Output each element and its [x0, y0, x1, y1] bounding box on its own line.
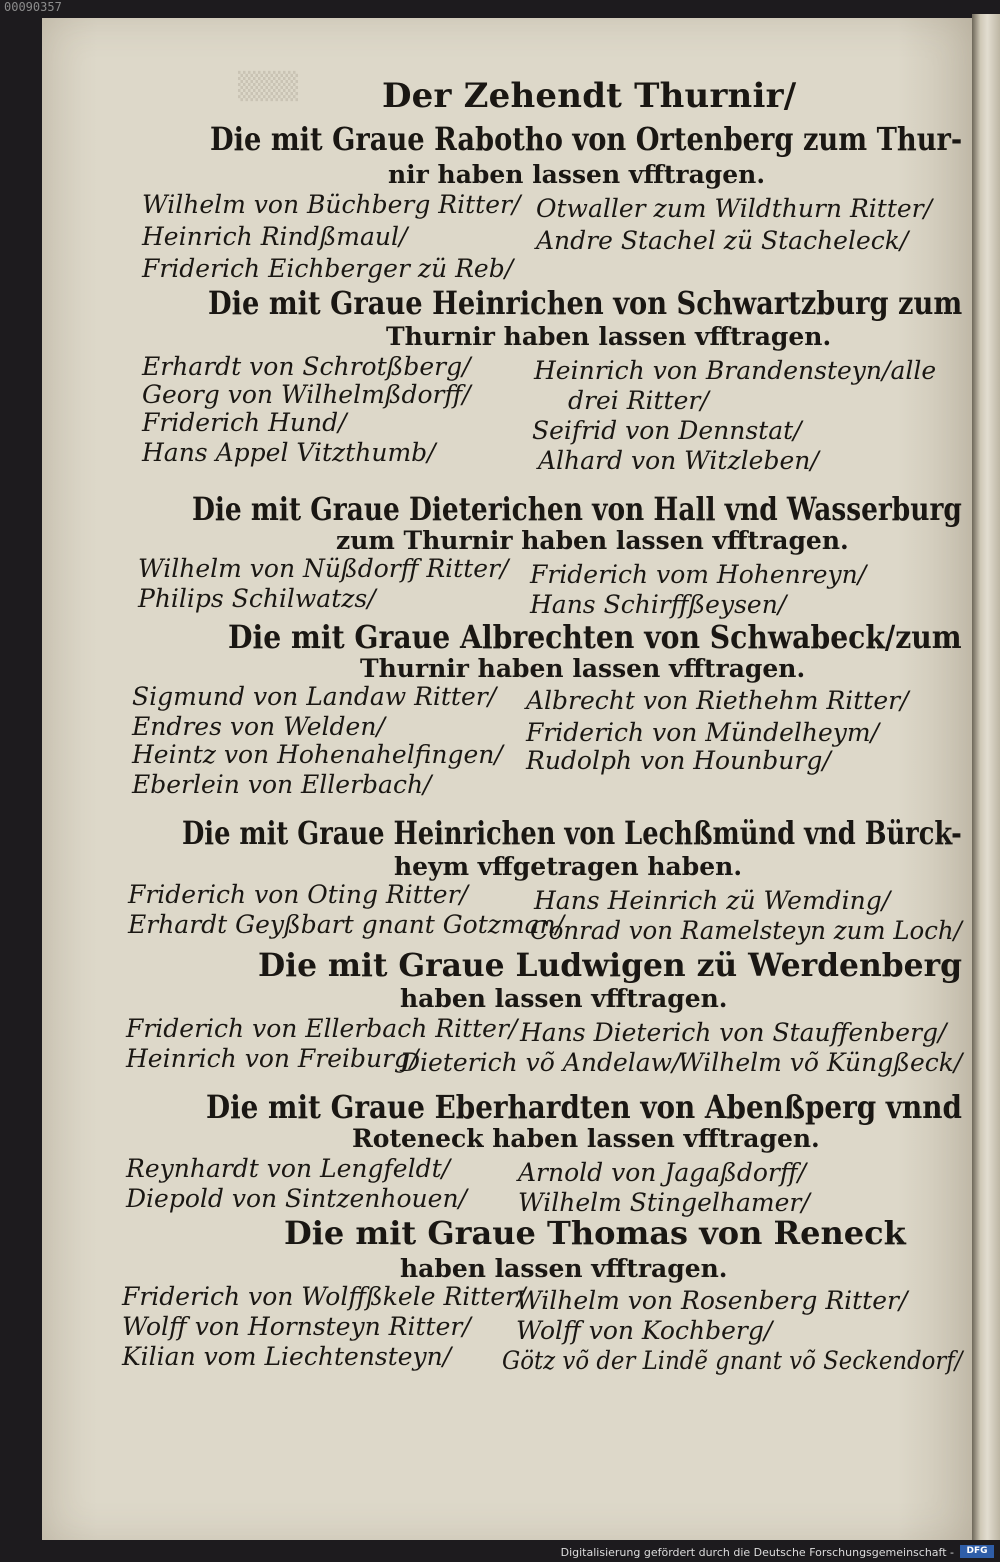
- document-page: [42, 18, 972, 1542]
- page-fore-edge: [972, 14, 1000, 1544]
- section-1-subtitle: nir haben lassen vfftragen.: [388, 160, 766, 189]
- entry: Hans Schirffßeysen/: [530, 590, 787, 619]
- running-head: Der Zehendt Thurnir/: [382, 76, 797, 116]
- dfg-logo: DFG: [960, 1545, 994, 1558]
- entry: Kilian vom Liechtensteyn/: [122, 1342, 452, 1371]
- section-2-subtitle: Thurnir haben lassen vfftragen.: [386, 322, 832, 351]
- entry: Eberlein von Ellerbach/: [132, 770, 432, 799]
- entry: Friderich von Oting Ritter/: [128, 880, 468, 909]
- section-2-title: Die mit Graue Heinrichen von Schwartzburg zum: [208, 284, 963, 322]
- section-6-title: Die mit Graue Ludwigen zü Werdenberg: [258, 946, 963, 984]
- section-8-title: Die mit Graue Thomas von Reneck: [284, 1214, 906, 1252]
- entry: Heinrich Rindßmaul/: [142, 222, 408, 251]
- entry: Friderich Eichberger zü Reb/: [142, 254, 514, 283]
- section-5-title: Die mit Graue Heinrichen von Lechßmünd vnd Bürck-: [182, 814, 962, 852]
- section-6-subtitle: haben lassen vfftragen.: [400, 984, 728, 1013]
- entry: Götz võ der Lindẽ gnant võ Seckendorf/: [502, 1346, 963, 1375]
- entry: Wilhelm võ Küngßeck/: [678, 1048, 963, 1077]
- entry: Friderich von Wolffßkele Ritter/: [122, 1282, 526, 1311]
- entry: Erhardt von Schrotßberg/: [142, 352, 471, 381]
- entry: Friderich von Mündelheym/: [526, 718, 880, 747]
- entry: Heinrich von Freiburg/: [126, 1044, 419, 1073]
- section-7-title: Die mit Graue Eberhardten von Abenßperg vnnd: [206, 1088, 962, 1126]
- section-4-subtitle: Thurnir haben lassen vfftragen.: [360, 654, 806, 683]
- section-7-subtitle: Roteneck haben lassen vfftragen.: [352, 1124, 820, 1153]
- entry: Wilhelm von Nüßdorff Ritter/: [138, 554, 509, 583]
- section-8-subtitle: haben lassen vfftragen.: [400, 1254, 728, 1283]
- entry: Alhard von Witzleben/: [538, 446, 819, 475]
- entry: Philips Schilwatzs/: [138, 584, 376, 613]
- section-5-subtitle: heym vffgetragen haben.: [394, 852, 743, 881]
- entry: Heinrich von Brandensteyn/alle: [534, 356, 937, 385]
- entry: Friderich von Ellerbach Ritter/: [126, 1014, 518, 1043]
- entry: Friderich Hund/: [142, 408, 347, 437]
- entry: Friderich vom Hohenreyn/: [530, 560, 867, 589]
- entry: Andre Stachel zü Stacheleck/: [536, 226, 909, 255]
- entry: Diepold von Sintzenhouen/: [126, 1184, 467, 1213]
- entry: Wilhelm Stingelhamer/: [518, 1188, 810, 1217]
- entry: Endres von Welden/: [132, 712, 385, 741]
- entry: Arnold von Jagaßdorff/: [518, 1158, 807, 1187]
- entry: Heintz von Hohenahelfingen/: [132, 740, 503, 769]
- section-3-subtitle: zum Thurnir haben lassen vfftragen.: [336, 526, 849, 555]
- entry: Albrecht von Riethehm Ritter/: [526, 686, 909, 715]
- funding-notice: Digitalisierung gefördert durch die Deutsche Forschungsgemeinschaft -: [560, 1546, 954, 1559]
- section-1-title: Die mit Graue Rabotho von Ortenberg zum Thur-: [210, 120, 963, 158]
- entry: Wolff von Kochberg/: [516, 1316, 773, 1345]
- entry: Hans Heinrich zü Wemding/: [534, 886, 891, 915]
- section-3-title: Die mit Graue Dieterichen von Hall vnd Wasserburg: [192, 490, 962, 528]
- entry: Erhardt Geyßbart gnant Gotzman/: [128, 910, 565, 939]
- entry: Georg von Wilhelmßdorff/: [142, 380, 471, 409]
- entry: Hans Dieterich von Stauffenberg/: [520, 1018, 947, 1047]
- section-4-title: Die mit Graue Albrechten von Schwabeck/zum: [228, 618, 962, 656]
- bleed-through-mark: ▒▒▒: [238, 72, 298, 102]
- entry: Wilhelm von Büchberg Ritter/: [142, 190, 521, 219]
- entry: Sigmund von Landaw Ritter/: [132, 682, 497, 711]
- entry: Otwaller zum Wildthurn Ritter/: [536, 194, 933, 223]
- scan-id-label: 00090357: [4, 0, 62, 14]
- entry: Seifrid von Dennstat/: [532, 416, 802, 445]
- entry: Rudolph von Hounburg/: [526, 746, 831, 775]
- entry: Conrad von Ramelsteyn zum Loch/: [530, 916, 962, 945]
- entry: Hans Appel Vitzthumb/: [142, 438, 436, 467]
- entry: Dieterich võ Andelaw/: [400, 1048, 681, 1077]
- entry: Reynhardt von Lengfeldt/: [126, 1154, 451, 1183]
- entry: Wilhelm von Rosenberg Ritter/: [516, 1286, 908, 1315]
- entry: drei Ritter/: [568, 386, 709, 415]
- entry: Wolff von Hornsteyn Ritter/: [122, 1312, 471, 1341]
